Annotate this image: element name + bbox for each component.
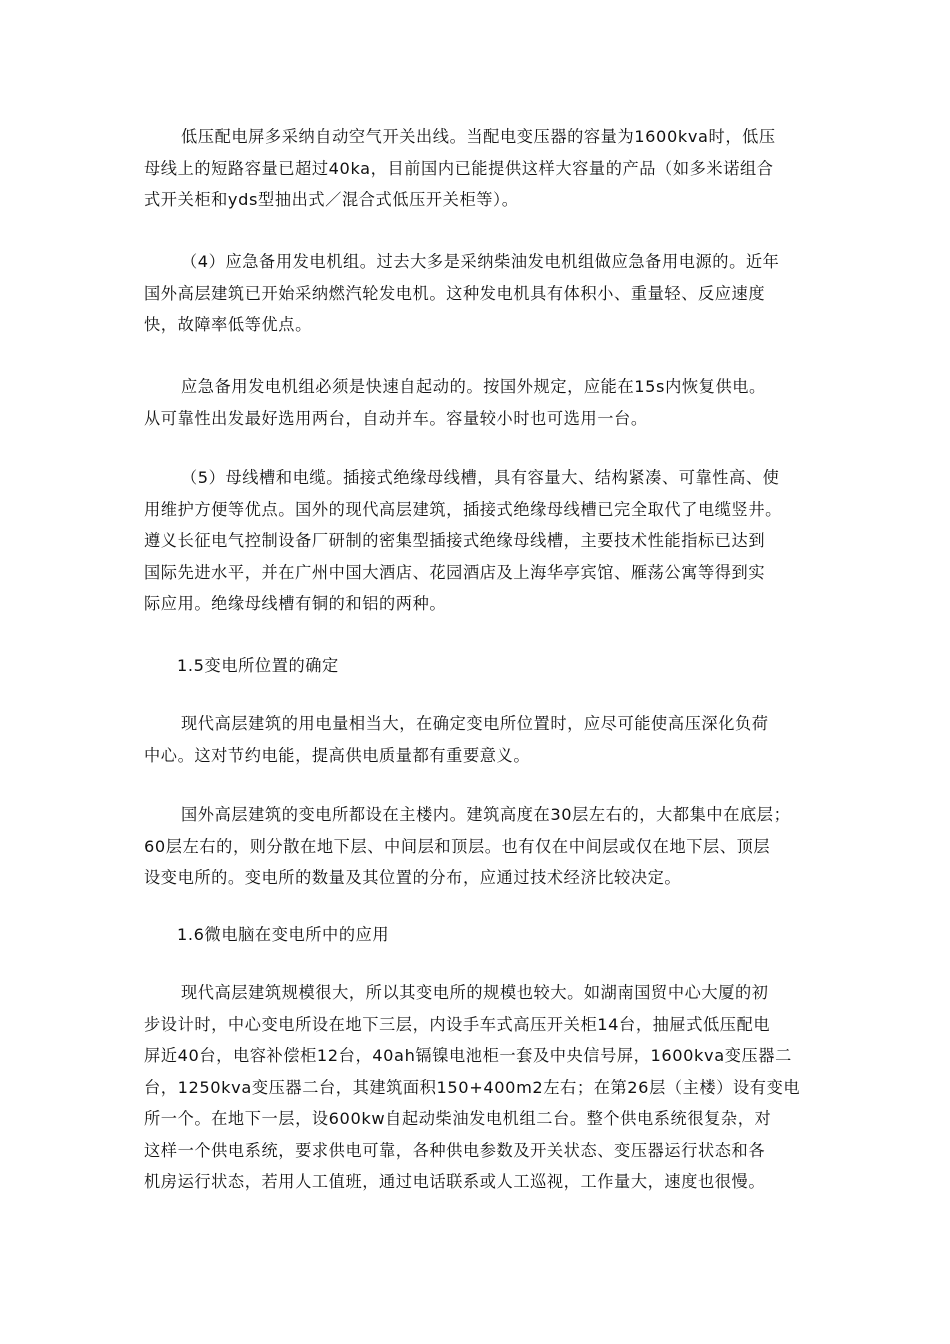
- text-line: 国际先进水平，并在广州中国大酒店、花园酒店及上海华亭宾馆、雁荡公寓等得到实: [144, 562, 766, 582]
- text-line: 国外高层建筑的变电所都设在主楼内。建筑高度在30层左右的，大都集中在底层；: [181, 805, 791, 824]
- text-line: 快，故障率低等优点。: [144, 315, 312, 334]
- text-line: 现代高层建筑规模很大，所以其变电所的规模也较大。如湖南国贸中心大厦的初: [181, 983, 769, 1002]
- text-line: 台，1250kva变压器二台，其建筑面积150+400m2左右；在第26层（主楼）设有变电: [144, 1077, 801, 1097]
- text-line: 中心。这对节约电能，提高供电质量都有重要意义。: [144, 745, 531, 765]
- section-heading-1-6: [144, 919, 816, 951]
- paragraph-emergency-generator: [144, 246, 816, 341]
- text-line: 国外高层建筑已开始采纳燃汽轮发电机。这种发电机具有体积小、重量轻、反应速度: [144, 283, 766, 303]
- section-heading-1-5: [144, 650, 816, 682]
- text-line: 现代高层建筑的用电量相当大，在确定变电所位置时，应尽可能使高压深化负荷: [181, 714, 769, 733]
- text-line: 所一个。在地下一层，设600kw自起动柴油发电机组二台。整个供电系统很复杂，对: [144, 1109, 772, 1128]
- paragraph-busway-cable: [144, 462, 816, 620]
- text-line: （4）应急备用发电机组。过去大多是采纳柴油发电机组做应急备用电源的。近年: [181, 252, 780, 271]
- paragraph-foreign-substations: [144, 799, 816, 894]
- paragraph-generator-startup: [144, 371, 816, 434]
- section-title: 1.5变电所位置的确定: [177, 656, 339, 675]
- text-line: 用维护方便等优点。国外的现代高层建筑，插接式绝缘母线槽已完全取代了电缆竖井。: [144, 499, 782, 519]
- text-line: 屏近40台，电容补偿柜12台，40ah镉镍电池柜一套及中央信号屏，1600kva变压器二: [144, 1046, 792, 1065]
- text-line: 式开关柜和yds型抽出式／混合式低压开关柜等）。: [144, 190, 519, 209]
- text-line: 母线上的短路容量已超过40ka，目前国内已能提供这样大容量的产品（如多米诺组合: [144, 158, 774, 178]
- text-line: 机房运行状态，若用人工值班，通过电话联系或人工巡视，工作量大，速度也很慢。: [144, 1172, 766, 1191]
- text-line: 遵义长征电气控制设备厂研制的密集型插接式绝缘母线槽，主要技术性能指标已达到: [144, 531, 766, 550]
- paragraph-low-voltage-switch: [144, 121, 816, 216]
- text-line: （5）母线槽和电缆。插接式绝缘母线槽，具有容量大、结构紧凑、可靠性高、使: [181, 468, 780, 487]
- paragraph-microcomputer-application: [144, 977, 816, 1198]
- text-line: 低压配电屏多采纳自动空气开关出线。当配电变压器的容量为1600kva时，低压: [181, 127, 776, 146]
- paragraph-substation-location: [144, 708, 816, 771]
- text-line: 际应用。绝缘母线槽有铜的和铝的两种。: [144, 594, 447, 613]
- text-line: 这样一个供电系统，要求供电可靠，各种供电参数及开关状态、变压器运行状态和各: [144, 1140, 766, 1160]
- text-line: 从可靠性出发最好选用两台，自动并车。容量较小时也可选用一台。: [144, 408, 648, 428]
- text-line: 60层左右的，则分散在地下层、中间层和顶层。也有仅在中间层或仅在地下层、顶层: [144, 836, 771, 856]
- section-title: 1.6微电脑在变电所中的应用: [177, 925, 390, 944]
- text-line: 设变电所的。变电所的数量及其位置的分布，应通过技术经济比较决定。: [144, 868, 682, 887]
- text-line: 应急备用发电机组必须是快速自起动的。按国外规定，应能在15s内恢复供电。: [181, 377, 766, 396]
- text-line: 步设计时，中心变电所设在地下三层，内设手车式高压开关柜14台，抽屉式低压配电: [144, 1014, 771, 1034]
